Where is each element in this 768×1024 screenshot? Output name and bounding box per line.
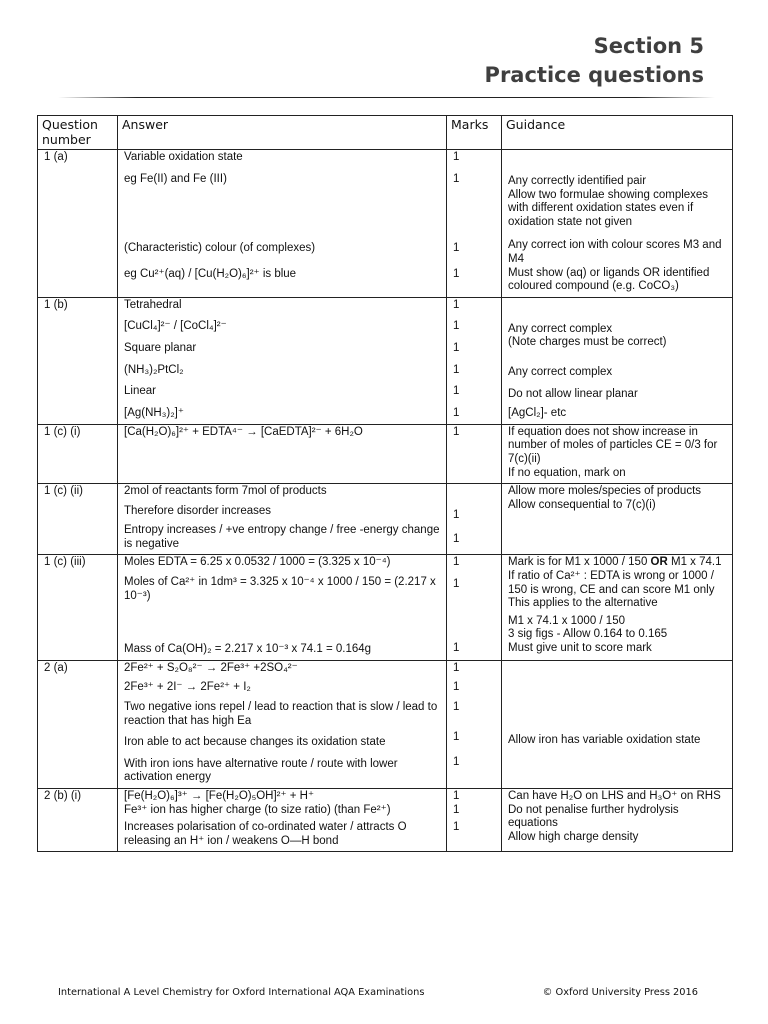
guidance-line: This applies to the alternative (508, 597, 658, 610)
table-row (38, 424, 733, 483)
page-footer (58, 987, 698, 998)
guidance-text: Mark is for M1 x 1000 / 150 (508, 556, 651, 569)
question-number: 1 (b) (38, 297, 118, 424)
answer-line: (NH₃)₂PtCl₂ (124, 363, 184, 376)
question-number: 2 (a) (38, 660, 118, 788)
table-row (38, 660, 733, 788)
answer-line: 2Fe²⁺ + S₂O₈²⁻ → 2Fe³⁺ +2SO₄²⁻ (124, 661, 298, 674)
question-number-header: Question number (38, 116, 118, 150)
footer-book-title: International A Level Chemistry for Oxford International AQA Examinations (58, 987, 425, 998)
marks-cell (447, 555, 502, 660)
guidance-line: If equation does not show increase in number of moles of particles CE = 0/3 for 7(c)(ii) (508, 425, 718, 465)
table-header-row (38, 116, 733, 150)
guidance-line: If no equation, mark on (508, 466, 626, 479)
guidance-line: Allow more moles/species of products (508, 485, 702, 498)
answer-line: eg Cu²⁺(aq) / [Cu(H₂O)₆]²⁺ is blue (124, 267, 297, 280)
section-label: Section 5 (593, 34, 704, 58)
guidance-line (508, 556, 726, 570)
guidance-line: Must give unit to score mark (508, 642, 652, 655)
guidance-text: M1 x 74.1 (667, 556, 722, 569)
mark-value: 1 (453, 821, 460, 834)
mark-value: 1 (453, 509, 460, 522)
guidance-line: Any correct complex (508, 322, 613, 335)
mark-value: 1 (453, 267, 460, 280)
question-number: 1 (c) (iii) (38, 555, 118, 660)
table-row (38, 555, 733, 660)
mark-value: 1 (453, 385, 460, 398)
answer-line: Increases polarisation of co-ordinated water / attracts O releasing an H⁺ ion / weakens O—H bond (124, 821, 407, 847)
marks-cell (447, 789, 502, 852)
mark-value: 1 (453, 320, 460, 333)
mark-value: 1 (453, 578, 460, 591)
marks-cell (447, 424, 502, 483)
answer-line: Variable oxidation state (124, 151, 243, 163)
page-title: Practice questions (484, 63, 704, 87)
guidance-line: Allow iron has variable oxidation state (508, 733, 701, 746)
mark-value: 1 (453, 151, 460, 163)
mark-value: 1 (453, 701, 460, 714)
guidance-line: Allow consequential to 7(c)(i) (508, 498, 656, 511)
footer-copyright: © Oxford University Press 2016 (542, 987, 698, 998)
guidance-line: (Note charges must be correct) (508, 336, 667, 349)
guidance-line: Any correct ion with colour scores M3 and M4 (508, 239, 722, 265)
mark-value: 1 (453, 803, 460, 816)
guidance-emphasis: OR (650, 556, 668, 569)
answer-line: Moles of Ca²⁺ in 1dm³ = 3.325 x 10⁻⁴ x 1000 / 150 = (2.217 x 10⁻³) (124, 576, 436, 602)
header-rule (58, 97, 715, 98)
answer-line: 2mol of reactants form 7mol of products (124, 485, 327, 498)
mark-value: 1 (453, 172, 460, 185)
answer-line: [Ag(NH₃)₂]⁺ (124, 406, 184, 419)
answer-line: eg Fe(II) and Fe (III) (124, 172, 227, 185)
marks-cell (447, 484, 502, 555)
answer-line: 2Fe³⁺ + 2I⁻ → 2Fe²⁺ + I₂ (124, 681, 251, 694)
answer-line: Therefore disorder increases (124, 504, 272, 517)
marks-header: Marks (447, 116, 502, 150)
answer-line: Two negative ions repel / lead to reaction that is slow / lead to reaction that has high Ea (124, 701, 438, 727)
question-number: 1 (a) (38, 150, 118, 298)
guidance-line: If ratio of Ca²⁺ : EDTA is wrong or 1000 / 150 is wrong, CE and can score M1 only (508, 570, 715, 596)
answer-cell (118, 789, 447, 852)
guidance-line: Any correct complex (508, 365, 613, 378)
guidance-cell (502, 660, 733, 788)
mark-value: 1 (453, 756, 460, 769)
answer-line: [Ca(H₂O)₆]²⁺ + EDTA⁴⁻ → [CaEDTA]²⁻ + 6H₂O (124, 425, 363, 438)
question-number: 1 (c) (ii) (38, 484, 118, 555)
guidance-cell (502, 424, 733, 483)
guidance-cell (502, 484, 733, 555)
answer-line: Square planar (124, 341, 197, 354)
guidance-line: 3 sig figs - Allow 0.164 to 0.165 (508, 628, 668, 641)
answer-line: Fe³⁺ ion has higher charge (to size ratio) (than Fe²⁺) (124, 803, 391, 816)
guidance-cell (502, 789, 733, 852)
guidance-line: M1 x 74.1 x 1000 / 150 (508, 614, 625, 627)
answer-cell (118, 297, 447, 424)
mark-value: 1 (453, 406, 460, 419)
mark-value: 1 (453, 790, 460, 802)
marks-cell (447, 297, 502, 424)
guidance-line: Do not allow linear planar (508, 387, 638, 400)
table-row (38, 484, 733, 555)
answer-line: Iron able to act because changes its oxidation state (124, 736, 386, 749)
page-header (485, 32, 704, 90)
guidance-cell (502, 150, 733, 298)
mark-scheme-table (37, 115, 733, 852)
answer-cell (118, 555, 447, 660)
guidance-line: Can have H₂O on LHS and H₃O⁺ on RHS (508, 790, 721, 802)
guidance-line: Do not penalise further hydrolysis equations (508, 803, 679, 830)
guidance-line: Allow two formulae showing complexes with different oxidation states even if oxidation state not given (508, 188, 709, 228)
guidance-line: Any correctly identified pair (508, 175, 647, 187)
mark-value: 1 (453, 341, 460, 354)
answer-cell (118, 660, 447, 788)
mark-value: 1 (453, 298, 460, 311)
guidance-header: Guidance (502, 116, 733, 150)
table-row (38, 789, 733, 852)
mark-value: 1 (453, 730, 460, 743)
answer-cell (118, 150, 447, 298)
answer-line: [Fe(H₂O)₆]³⁺ → [Fe(H₂O)₅OH]²⁺ + H⁺ (124, 790, 315, 802)
answer-cell (118, 424, 447, 483)
answer-line: Moles EDTA = 6.25 x 0.0532 / 1000 = (3.325 x 10⁻⁴) (124, 556, 391, 569)
guidance-line: Must show (aq) or ligands OR identified coloured compound (e.g. CoCO₃) (508, 266, 710, 293)
mark-value: 1 (453, 681, 460, 694)
answer-line: Linear (124, 385, 156, 398)
question-number: 1 (c) (i) (38, 424, 118, 483)
mark-value: 1 (453, 242, 460, 255)
mark-value: 1 (453, 556, 460, 569)
question-number: 2 (b) (i) (38, 789, 118, 852)
guidance-cell (502, 555, 733, 660)
guidance-line: Allow high charge density (508, 830, 639, 843)
marks-cell (447, 150, 502, 298)
answer-line: With iron ions have alternative route / route with lower activation energy (124, 757, 398, 784)
answer-line: [CuCl₄]²⁻ / [CoCl₄]²⁻ (124, 320, 227, 333)
marks-cell (447, 660, 502, 788)
table-row (38, 297, 733, 424)
mark-value: 1 (453, 363, 460, 376)
guidance-cell (502, 297, 733, 424)
answer-line: Mass of Ca(OH)₂ = 2.217 x 10⁻³ x 74.1 = 0.164g (124, 643, 372, 656)
mark-value: 1 (453, 661, 460, 674)
answer-line: (Characteristic) colour (of complexes) (124, 242, 316, 255)
mark-value: 1 (453, 425, 460, 438)
answer-header: Answer (118, 116, 447, 150)
mark-value: 1 (453, 641, 460, 654)
guidance-line: [AgCl₂]- etc (508, 407, 567, 420)
table-row (38, 150, 733, 298)
answer-line: Tetrahedral (124, 298, 182, 311)
answer-cell (118, 484, 447, 555)
answer-line: Entropy increases / +ve entropy change / free -energy change is negative (124, 524, 440, 550)
mark-value: 1 (453, 532, 460, 545)
